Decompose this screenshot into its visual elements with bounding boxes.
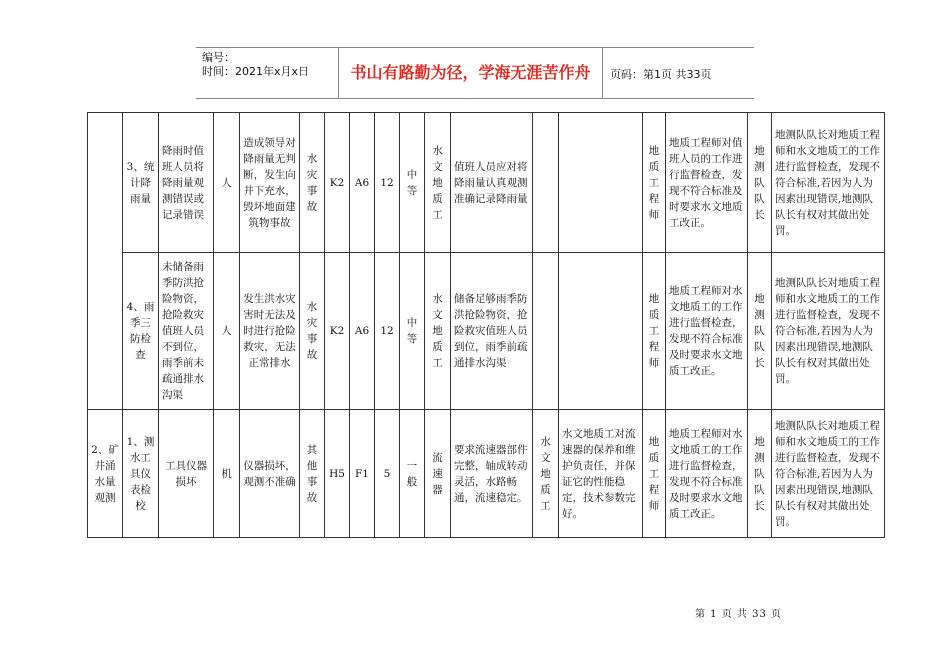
- level2-cell: A6: [350, 113, 375, 253]
- page-footer: 第 1 页 共 33 页: [695, 609, 782, 620]
- grade-cell: 中等: [400, 253, 425, 410]
- accident-cell: 水灾事故: [300, 253, 325, 410]
- supervisor-cell: 地质工程师: [643, 253, 666, 410]
- score-cell: 12: [375, 113, 400, 253]
- chief-content-cell: 地测队队长对地质工程师和水文地质工的工作进行监督检查，发现不符合标准,若因为人为因素出现错误,地测队队长有权对其做出处罚。: [772, 253, 885, 410]
- measure-cell: [559, 113, 643, 253]
- accident-cell: 水灾事故: [300, 113, 325, 253]
- grade-cell: 中等: [400, 113, 425, 253]
- table-row: [88, 113, 885, 253]
- consequence-cell: 仪器损坏，观测不准确: [240, 410, 300, 538]
- category-cell: [88, 113, 123, 410]
- item-cell: 4、雨季三防检查: [123, 253, 159, 410]
- content-cell: 工具仪器损坏: [159, 410, 214, 538]
- header-meta: [202, 51, 309, 79]
- item-cell: 3、统计降雨量: [123, 113, 159, 253]
- score-cell: 12: [375, 253, 400, 410]
- content-cell: 降雨时值班人员将降雨量观测错误或记录错误: [159, 113, 214, 253]
- chief-cell: 地测队队长: [748, 113, 772, 253]
- standard-cell: 储备足够雨季防洪抢险物资，抢险救灾值班人员到位，雨季前疏通排水沟渠: [451, 253, 533, 410]
- chief-cell: 地测队队长: [748, 253, 772, 410]
- content-cell: 未储备雨季防洪抢险物资，抢险救灾值班人员不到位，雨季前未疏通排水沟渠: [159, 253, 214, 410]
- item-cell: 1、测水工具仪表检校: [123, 410, 159, 538]
- measure-cell: 水文地质工对流速器的保养和维护负责任，并保证它的性能稳定，技术参数完好。: [559, 410, 643, 538]
- post2-cell: 水文地质工: [533, 410, 559, 538]
- table-row: [88, 410, 885, 538]
- chief-cell: 地测队队长: [748, 410, 772, 538]
- post-cell: 水文地质工: [425, 113, 451, 253]
- doc-time: 时间：2021年x月x日: [202, 65, 310, 78]
- page-header: [196, 47, 754, 99]
- post-cell: 流速器: [425, 410, 451, 538]
- hazard-table: [87, 112, 885, 538]
- header-motto: 书山有路勤为径，学海无涯苦作舟: [350, 63, 591, 82]
- supervise-content-cell: 地质工程师对水文地质工的工作进行监督检查，发现不符合标准及时要求水文地质工改正。: [666, 410, 748, 538]
- level2-cell: F1: [350, 410, 375, 538]
- consequence-cell: 发生洪水灾害时无法及时进行抢险救灾，无法正常排水: [240, 253, 300, 410]
- supervise-content-cell: 地质工程师对值班人员的工作进行监督检查，发现不符合标准及时要求水文地质工改正。: [666, 113, 748, 253]
- level2-cell: A6: [350, 253, 375, 410]
- table-row: [88, 253, 885, 410]
- supervisor-cell: 地质工程师: [643, 410, 666, 538]
- level1-cell: K2: [325, 113, 350, 253]
- standard-cell: 值班人员应对将降雨量认真观测准确记录降雨量: [451, 113, 533, 253]
- score-cell: 5: [375, 410, 400, 538]
- header-page-info: 页码：第1页 共33页: [610, 68, 712, 81]
- supervise-content-cell: 地质工程师对水文地质工的工作进行监督检查，发现不符合标准及时要求水文地质工改正。: [666, 253, 748, 410]
- chief-content-cell: 地测队队长对地质工程师和水文地质工的工作进行监督检查，发现不符合标准,若因为人为因素出现错误,地测队队长有权对其做出处罚。: [772, 410, 885, 538]
- standard-cell: 要求流速器部件完整，轴成转动灵活，水路畅通，流速稳定。: [451, 410, 533, 538]
- measure-cell: [559, 253, 643, 410]
- type-cell: 人: [214, 113, 240, 253]
- supervisor-cell: 地质工程师: [643, 113, 666, 253]
- type-cell: 机: [214, 410, 240, 538]
- category-cell: 2、矿井涌水量观测: [88, 410, 123, 538]
- post-cell: 水文地质工: [425, 253, 451, 410]
- chief-content-cell: 地测队队长对地质工程师和水文地质工的工作进行监督检查，发现不符合标准,若因为人为因素出现错误,地测队队长有权对其做出处罚。: [772, 113, 885, 253]
- level1-cell: K2: [325, 253, 350, 410]
- consequence-cell: 造成领导对降雨量无判断，发生向井下充水，毁坏地面建筑物事故: [240, 113, 300, 253]
- accident-cell: 其他事故: [300, 410, 325, 538]
- post2-cell: [533, 113, 559, 253]
- post2-cell: [533, 253, 559, 410]
- type-cell: 人: [214, 253, 240, 410]
- grade-cell: 一般: [400, 410, 425, 538]
- doc-number-label: 编号：: [202, 51, 235, 64]
- level1-cell: H5: [325, 410, 350, 538]
